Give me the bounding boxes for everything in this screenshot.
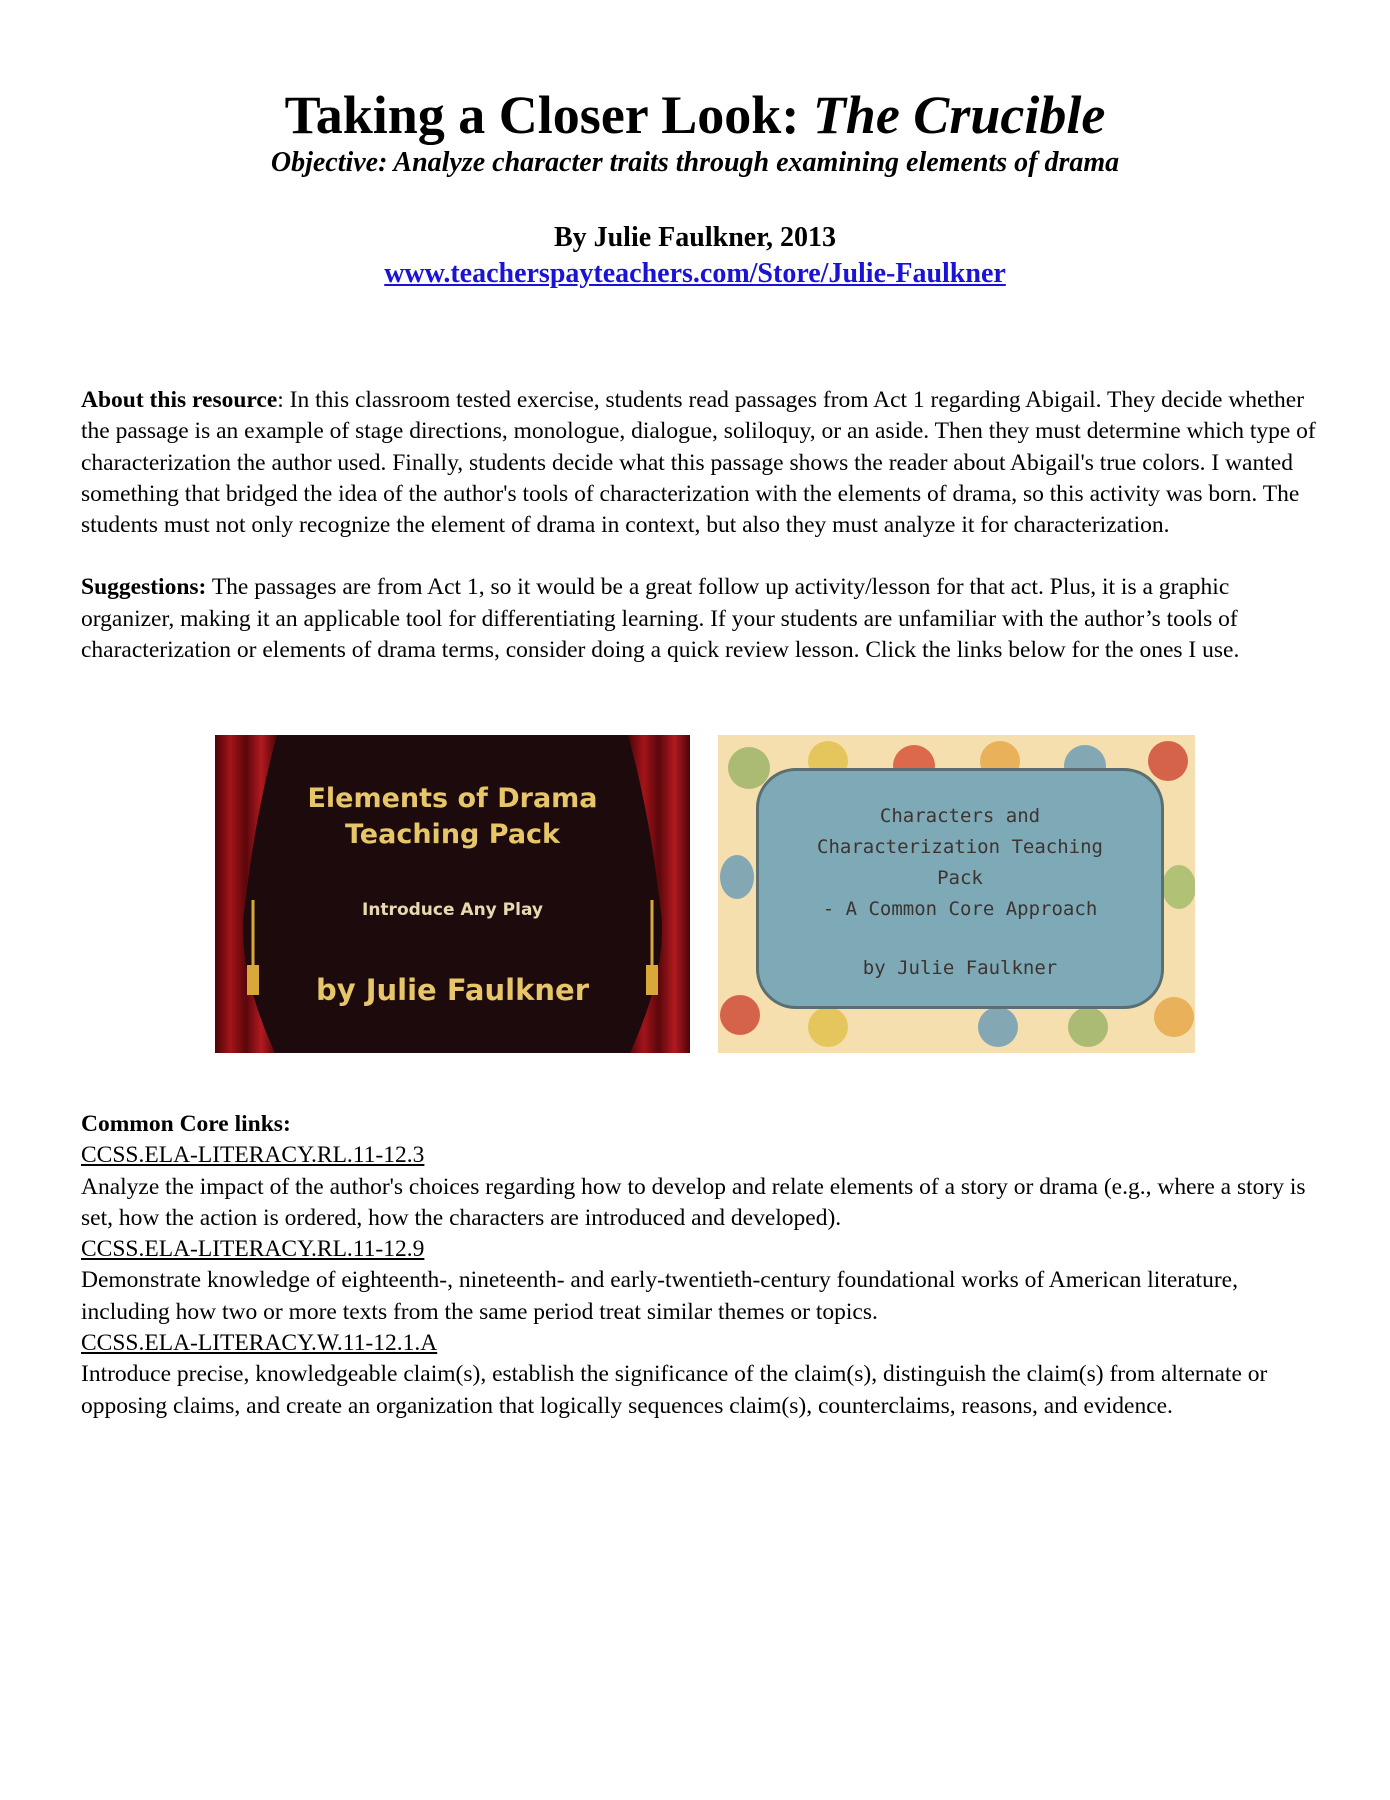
page-title [0, 84, 1390, 146]
standard-text-3: Introduce precise, knowledgeable claim(s), establish the significance of the claim(s), distinguish the claim(s) from alternate or opposing claims, and create an organization that logically sequences claim(s), counterclaims, reasons, and evidence. [81, 1361, 1268, 1419]
polka-dot [808, 1007, 848, 1047]
suggestions-label: Suggestions: [81, 574, 207, 601]
polka-dot [978, 1007, 1018, 1047]
drama-title-line2: Teaching Pack [344, 819, 561, 850]
about-text: : In this classroom tested exercise, students read passages from Act 1 regarding Abigail. They decide whether the passage is an example of stage directions, monologue, dialogue, soliloquy, or an aside. Then they must determine which type of characterization the author used. Finally, students decide what this passage shows the reader about Abigail's true colors. I wanted something that bridged the idea of the author's tools of characterization with the elements of drama, so this activity was born. The students must not only recognize the element of drama in context, but also they must analyze it for characterization. [81, 387, 1316, 539]
plaque-line3: Pack [937, 867, 983, 889]
polka-dot [1162, 865, 1195, 909]
polka-dot [1154, 997, 1194, 1037]
common-core-heading: Common Core links: [81, 1111, 291, 1137]
drama-title [215, 781, 690, 853]
body-text [81, 385, 1321, 666]
title-plaque [756, 768, 1164, 1009]
plaque-author: by Julie Faulkner [862, 957, 1058, 979]
standard-code-3[interactable]: CCSS.ELA-LITERACY.W.11-12.1.A [81, 1330, 438, 1357]
drama-subtitle: Introduce Any Play [362, 900, 543, 920]
polka-dot [1068, 1007, 1108, 1047]
header [0, 84, 1390, 180]
elements-of-drama-image[interactable] [215, 735, 690, 1053]
common-core-section [81, 1109, 1321, 1422]
author-line: By Julie Faulkner, 2013 [553, 222, 837, 253]
polka-dot [720, 995, 760, 1035]
about-paragraph [81, 385, 1321, 541]
byline [0, 220, 1390, 292]
polka-dot [1148, 741, 1188, 781]
drama-author: by Julie Faulkner [315, 973, 589, 1007]
product-images [215, 735, 1195, 1053]
plaque-line4: - A Common Core Approach [822, 898, 1098, 920]
characterization-pack-image[interactable] [718, 735, 1195, 1053]
plaque-line1: Characters and [879, 805, 1041, 827]
standard-text-2: Demonstrate knowledge of eighteenth-, nineteenth- and early-twentieth-century foundational works of American literature, including how two or more texts from the same period treat similar themes or topics. [81, 1267, 1238, 1325]
about-label: About this resource [81, 387, 278, 413]
standard-code-2[interactable]: CCSS.ELA-LITERACY.RL.11-12.9 [81, 1236, 425, 1263]
standard-code-1[interactable]: CCSS.ELA-LITERACY.RL.11-12.3 [81, 1142, 425, 1169]
plaque-line2: Characterization Teaching [817, 836, 1103, 858]
objective: Objective: Analyze character traits through examining elements of drama [270, 147, 1120, 178]
title-italic: The Crucible [812, 85, 1106, 145]
store-link[interactable]: www.teacherspayteachers.com/Store/Julie-Faulkner [384, 258, 1006, 289]
title-prefix: Taking a Closer Look: [284, 85, 813, 145]
standard-text-1: Analyze the impact of the author's choices regarding how to develop and relate elements of a story or drama (e.g., where a story is set, how the action is ordered, how the characters are introduced and developed). [81, 1173, 1306, 1231]
plaque-title [759, 801, 1161, 925]
suggestions-paragraph [81, 572, 1321, 666]
polka-dot [720, 855, 754, 899]
drama-title-line1: Elements of Drama [307, 783, 598, 814]
suggestions-text: The passages are from Act 1, so it would be a great follow up activity/lesson for that act. Plus, it is a graphic organizer, making it an applicable tool for differentiating learning. If your students are unfamiliar with the author’s tools of characterization or elements of drama terms, consider doing a quick review lesson. Click the links below for the ones I use. [81, 574, 1240, 664]
